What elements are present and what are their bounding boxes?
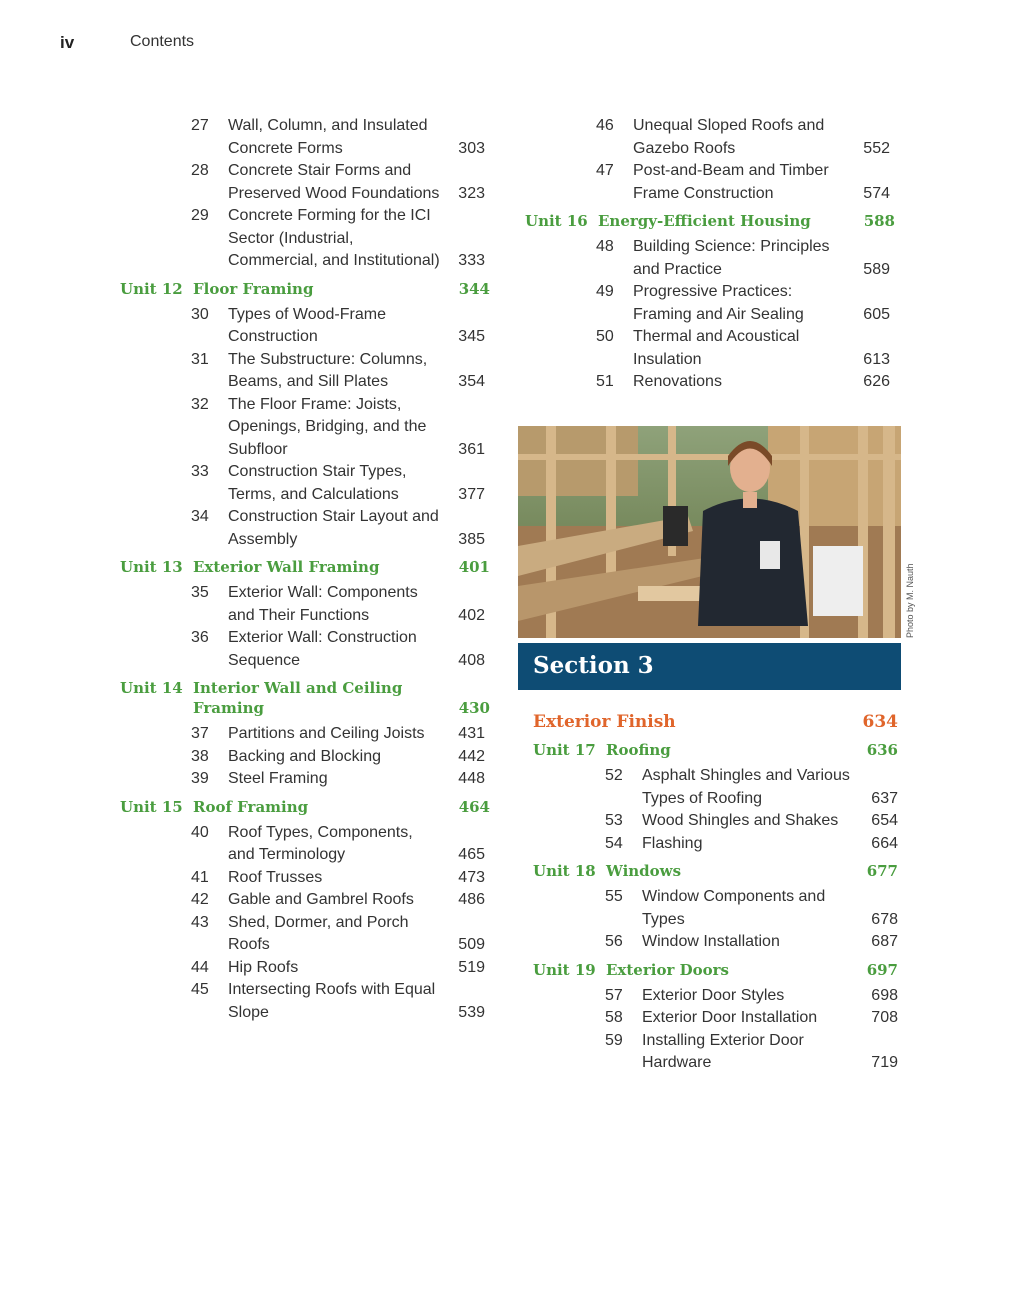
chapter-number: 59 (605, 1031, 623, 1049)
toc-chapter[interactable] (533, 931, 903, 954)
unit-page: 464 (458, 797, 490, 816)
toc-chapter[interactable] (120, 822, 490, 867)
chapter-page: 408 (458, 651, 485, 669)
chapter-title: Asphalt Shingles and Various Types of Roofing (642, 767, 850, 807)
chapter-title: Window Installation (642, 933, 780, 950)
chapter-number: 50 (596, 328, 614, 345)
unit-title: Roof Framing (193, 797, 309, 816)
unit-label: Unit 17 (533, 741, 596, 759)
chapter-number: 46 (596, 117, 614, 134)
toc-chapter[interactable] (533, 1030, 903, 1075)
toc-chapter[interactable] (120, 461, 490, 506)
toc-chapter[interactable] (533, 765, 903, 810)
chapter-title: Wood Shingles and Shakes (642, 812, 839, 829)
unit-label: Unit 16 (525, 212, 588, 230)
chapter-number: 48 (596, 238, 614, 255)
unit-title: Exterior Doors (606, 960, 729, 979)
chapter-title: Concrete Forming for the ICI Sector (Industrial, Commercial, and Institutional) (228, 207, 440, 269)
chapter-page: 552 (863, 139, 890, 157)
chapter-page: 377 (458, 485, 485, 503)
chapter-number: 37 (191, 725, 209, 742)
unit-title: Windows (606, 862, 682, 880)
chapter-page: 605 (863, 305, 890, 323)
toc-chapter[interactable] (533, 985, 903, 1008)
chapter-page: 637 (871, 789, 898, 807)
part-title: Exterior Finish (533, 712, 676, 732)
chapter-title: Shed, Dormer, and Porch Roofs (228, 913, 409, 953)
chapter-page: 589 (863, 260, 890, 278)
chapter-number: 39 (191, 770, 209, 787)
running-title: Contents (130, 33, 195, 50)
chapter-page: 402 (458, 606, 485, 624)
chapter-page: 345 (458, 328, 485, 345)
chapter-number: 58 (605, 1009, 623, 1026)
toc-chapter[interactable] (120, 867, 490, 890)
toc-chapter[interactable] (120, 768, 490, 791)
toc-chapter[interactable] (525, 236, 895, 281)
unit-title: Exterior Wall Framing (193, 558, 380, 576)
chapter-title: Thermal and Acoustical Insulation (633, 328, 800, 368)
chapter-number: 52 (605, 767, 623, 784)
section-banner (518, 643, 901, 690)
toc-chapter[interactable] (525, 326, 895, 371)
chapter-number: 29 (191, 207, 209, 224)
chapter-page: 687 (871, 933, 898, 950)
chapter-title: Gable and Gambrel Roofs (228, 891, 414, 908)
chapter-number: 28 (191, 162, 209, 179)
chapter-number: 53 (605, 812, 623, 829)
chapter-number: 30 (191, 305, 209, 323)
chapter-title: Construction Stair Types, Terms, and Calculations (228, 463, 407, 503)
chapter-title: Post-and-Beam and Timber Frame Construction (633, 162, 829, 202)
chapter-page: 574 (863, 184, 890, 202)
toc-chapter[interactable] (525, 371, 895, 394)
toc-chapter[interactable] (120, 979, 490, 1024)
unit-label: Unit 13 (120, 558, 183, 576)
photo-credit: Photo by M. Nauth (905, 563, 915, 638)
chapter-number: 57 (605, 986, 623, 1004)
toc-chapter[interactable] (120, 723, 490, 746)
chapter-page: 448 (458, 770, 485, 787)
toc-chapter[interactable] (533, 810, 903, 833)
toc-chapter[interactable] (533, 1007, 903, 1030)
chapter-title: Construction Stair Layout and Assembly (228, 508, 439, 548)
part-heading[interactable] (533, 710, 903, 734)
chapter-number: 49 (596, 283, 614, 300)
unit-page: 636 (866, 741, 898, 759)
chapter-number: 55 (605, 888, 623, 905)
chapter-page: 698 (871, 986, 898, 1004)
chapter-number: 38 (191, 747, 209, 765)
chapter-number: 44 (191, 958, 209, 976)
toc-unit[interactable] (120, 797, 490, 817)
toc-unit[interactable] (120, 678, 490, 718)
chapter-number: 43 (191, 913, 209, 931)
toc-chapter[interactable] (120, 304, 490, 349)
chapter-number: 42 (191, 891, 209, 908)
chapter-title: Exterior Wall: Components and Their Functions (228, 584, 418, 624)
chapter-page: 708 (871, 1009, 898, 1026)
chapter-title: Types of Wood-Frame Construction (228, 305, 386, 345)
chapter-number: 45 (191, 981, 209, 998)
chapter-title: Concrete Stair Forms and Preserved Wood Foundations (228, 162, 440, 202)
chapter-title: Building Science: Principles and Practice (633, 238, 830, 278)
chapter-number: 32 (191, 395, 209, 413)
chapter-title: Renovations (633, 373, 722, 390)
chapter-title: Exterior Door Installation (642, 1009, 818, 1026)
chapter-title: The Substructure: Columns, Beams, and Sill Plates (228, 350, 428, 390)
chapter-title: Unequal Sloped Roofs and Gazebo Roofs (633, 117, 825, 157)
chapter-title: Partitions and Ceiling Joists (228, 725, 425, 742)
page-number: iv (60, 33, 75, 52)
unit-page: 344 (458, 279, 490, 298)
chapter-page: 323 (458, 184, 485, 202)
chapter-title: The Floor Frame: Joists, Openings, Bridging, and the Subfloor (228, 395, 427, 458)
chapter-page: 626 (863, 373, 890, 390)
toc-chapter[interactable] (525, 160, 895, 205)
unit-label: Unit 19 (533, 960, 596, 979)
chapter-page: 303 (458, 139, 485, 157)
chapter-number: 33 (191, 463, 209, 480)
toc-unit[interactable] (533, 960, 903, 980)
chapter-title: Intersecting Roofs with Equal Slope (228, 981, 436, 1021)
chapter-page: 473 (458, 868, 485, 886)
chapter-page: 539 (458, 1003, 485, 1021)
toc-chapter[interactable] (120, 912, 490, 957)
unit-label: Unit 12 (120, 279, 183, 298)
toc-unit[interactable] (120, 279, 490, 299)
chapter-number: 56 (605, 933, 623, 950)
chapter-number: 47 (596, 162, 614, 179)
chapter-page: 654 (871, 812, 898, 829)
toc-right-column (525, 115, 895, 394)
chapter-title: Installing Exterior Door Hardware (642, 1031, 804, 1071)
chapter-number: 54 (605, 834, 623, 852)
toc-chapter[interactable] (525, 281, 895, 326)
unit-label: Unit 15 (120, 797, 183, 816)
chapter-page: 354 (458, 373, 485, 390)
toc-unit[interactable] (120, 557, 490, 577)
unit-page: 588 (863, 212, 895, 230)
toc-chapter[interactable] (120, 889, 490, 912)
toc-chapter[interactable] (120, 582, 490, 627)
chapter-title: Wall, Column, and Insulated Concrete Forms (228, 117, 428, 157)
chapter-title: Flashing (642, 834, 703, 852)
chapter-title: Window Components and Types (642, 888, 826, 928)
chapter-number: 36 (191, 629, 209, 646)
toc-unit[interactable] (525, 211, 895, 231)
chapter-title: Steel Framing (228, 770, 328, 787)
unit-title: Interior Wall and Ceiling Framing (193, 679, 403, 717)
chapter-page: 385 (458, 530, 485, 548)
unit-page: 677 (866, 862, 898, 880)
toc-unit[interactable] (533, 740, 903, 760)
toc-chapter[interactable] (120, 627, 490, 672)
chapter-page: 509 (458, 936, 485, 953)
toc-chapter[interactable] (120, 115, 490, 160)
toc-chapter[interactable] (120, 746, 490, 769)
chapter-page: 333 (458, 252, 485, 269)
chapter-number: 35 (191, 584, 209, 601)
unit-title: Energy-Efficient Housing (598, 212, 811, 230)
toc-chapter[interactable] (120, 160, 490, 205)
toc-chapter[interactable] (120, 349, 490, 394)
chapter-number: 51 (596, 373, 614, 390)
photo-woman-at-framing-site-icon (518, 426, 901, 638)
chapter-page: 678 (871, 910, 898, 928)
chapter-page: 519 (458, 958, 485, 976)
chapter-number: 31 (191, 350, 209, 368)
chapter-page: 719 (871, 1054, 898, 1071)
toc-chapter[interactable] (533, 833, 903, 856)
toc-chapter[interactable] (120, 394, 490, 462)
unit-title: Floor Framing (193, 279, 314, 298)
chapter-title: Backing and Blocking (228, 747, 381, 765)
toc-chapter[interactable] (120, 506, 490, 551)
chapter-number: 34 (191, 508, 209, 525)
chapter-title: Exterior Wall: Construction Sequence (228, 629, 417, 669)
toc-unit[interactable] (533, 861, 903, 881)
chapter-page: 664 (871, 834, 898, 852)
toc-chapter[interactable] (533, 886, 903, 931)
unit-page: 697 (866, 960, 898, 979)
section-photo (518, 426, 901, 638)
chapter-title: Roof Types, Components, and Terminology (228, 823, 413, 863)
chapter-page: 431 (458, 725, 485, 742)
chapter-number: 41 (191, 868, 209, 886)
chapter-title: Hip Roofs (228, 958, 299, 976)
unit-label: Unit 18 (533, 862, 596, 880)
toc-left-column (120, 115, 490, 1024)
chapter-page: 361 (458, 440, 485, 458)
toc-chapter[interactable] (525, 115, 895, 160)
toc-chapter[interactable] (120, 957, 490, 980)
chapter-page: 465 (458, 846, 485, 863)
chapter-title: Exterior Door Styles (642, 986, 785, 1004)
chapter-page: 613 (863, 350, 890, 368)
chapter-title: Roof Trusses (228, 868, 323, 886)
unit-label: Unit 14 (120, 679, 183, 697)
toc-section-3 (533, 710, 903, 1075)
part-page: 634 (862, 712, 898, 732)
toc-chapter[interactable] (120, 205, 490, 273)
chapter-page: 486 (458, 891, 485, 908)
chapter-number: 27 (191, 117, 209, 134)
chapter-title: Progressive Practices: Framing and Air Sealing (633, 283, 804, 323)
chapter-page: 442 (458, 747, 485, 765)
unit-page: 430 (458, 699, 490, 717)
unit-page: 401 (458, 558, 490, 576)
section-title: Section 3 (533, 652, 654, 679)
chapter-number: 40 (191, 823, 209, 841)
unit-title: Roofing (606, 741, 671, 759)
